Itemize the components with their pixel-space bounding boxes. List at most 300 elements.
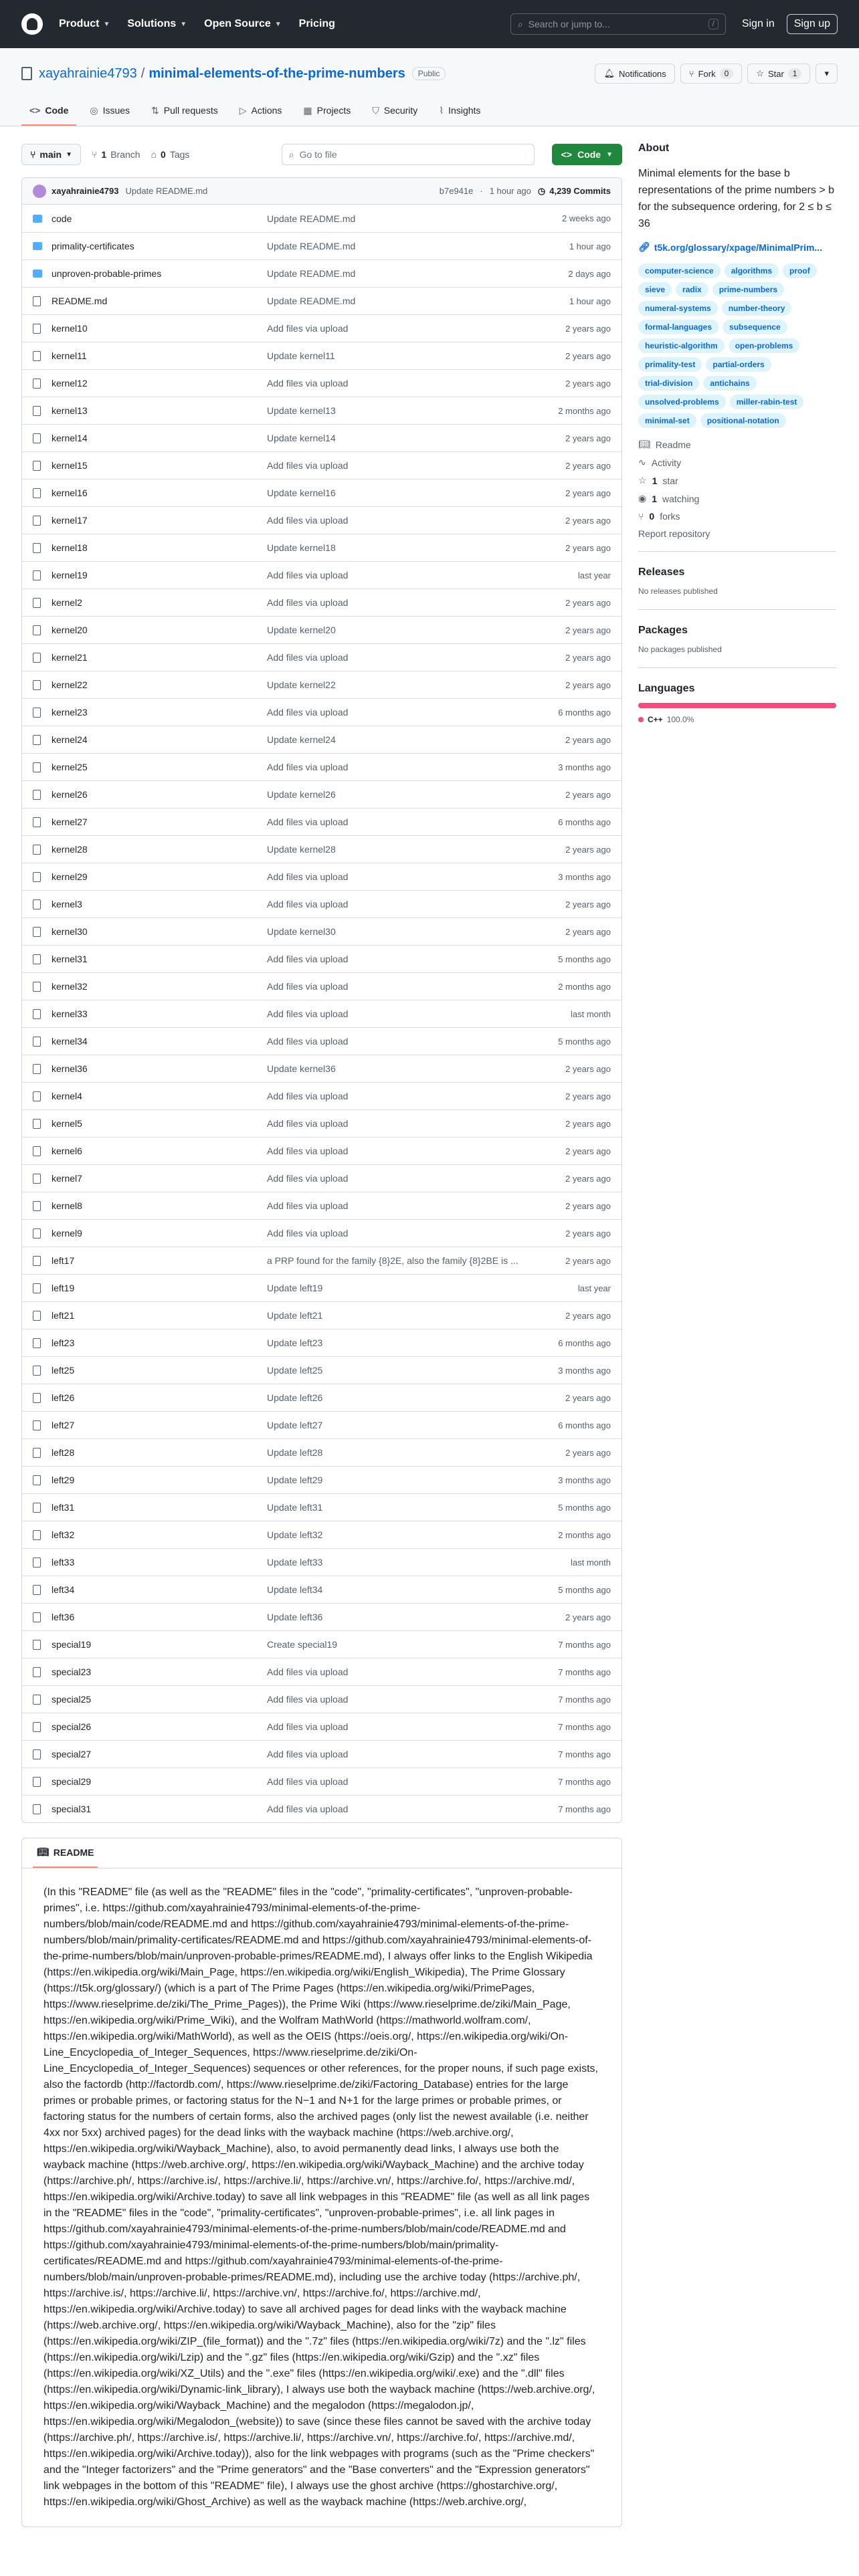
tags-count: 0 <box>161 149 166 160</box>
branches-label: Branch <box>110 149 140 160</box>
file-name-link[interactable]: left32 <box>52 1529 75 1540</box>
file-name-link[interactable]: special27 <box>52 1749 92 1759</box>
topic-list <box>638 263 836 428</box>
commit-message-link[interactable]: Add files via upload <box>267 1118 349 1129</box>
commit-message-link[interactable]: Update README.md <box>267 241 356 251</box>
commit-author-link[interactable]: xayahrainie4793 <box>52 186 119 196</box>
topic-tag[interactable]: algorithms <box>725 263 779 278</box>
topic-tag[interactable]: computer-science <box>638 263 721 278</box>
file-icon <box>33 570 41 580</box>
table-row <box>22 1576 622 1603</box>
commit-message-link[interactable]: Update kernel26 <box>267 789 336 800</box>
table-row <box>22 945 622 972</box>
topic-tag[interactable]: heuristic-algorithm <box>638 338 725 353</box>
tab-insights[interactable] <box>431 96 488 126</box>
file-name-link[interactable]: kernel9 <box>52 1228 82 1239</box>
fork-counter: 0 <box>720 68 734 79</box>
repo-owner-link[interactable]: xayahrainie4793 <box>39 66 137 81</box>
commit-message-link[interactable]: Update left36 <box>267 1612 323 1622</box>
topic-tag[interactable]: radix <box>676 282 708 297</box>
file-name-link[interactable]: kernel36 <box>52 1063 88 1074</box>
commit-message-link[interactable]: Update left27 <box>267 1420 323 1430</box>
topic-tag[interactable]: prime-numbers <box>712 282 784 297</box>
commit-time: 2 days ago <box>568 268 611 279</box>
commit-message-link[interactable]: Add files via upload <box>267 762 349 772</box>
commit-message-link[interactable]: Add files via upload <box>267 954 349 964</box>
commit-time: last year <box>577 1283 611 1293</box>
commit-message-link[interactable]: a PRP found for the family {8}2E, also the family {8}2BE is ... <box>267 1255 518 1266</box>
table-row <box>22 1767 622 1795</box>
commit-message-link[interactable]: Update kernel14 <box>267 433 336 443</box>
topic-tag[interactable]: miller-rabin-test <box>730 395 804 409</box>
topic-tag[interactable]: antichains <box>703 376 756 391</box>
commit-message-link[interactable]: Add files via upload <box>267 1036 349 1047</box>
commit-time: 2 years ago <box>565 734 611 745</box>
nav-label: Product <box>59 18 100 29</box>
commit-message-link[interactable]: Add files via upload <box>267 707 349 718</box>
file-name-link[interactable]: left26 <box>52 1392 75 1403</box>
commit-time: 1 hour ago <box>489 186 531 196</box>
file-icon <box>33 324 41 334</box>
table-row <box>22 1493 622 1521</box>
star-button[interactable] <box>747 64 810 84</box>
file-name-link[interactable]: primality-certificates <box>52 241 134 251</box>
tab-label: Pull requests <box>163 105 218 116</box>
topic-tag[interactable]: numeral-systems <box>638 301 718 316</box>
fork-button[interactable] <box>680 64 743 84</box>
tab-security[interactable] <box>364 96 425 126</box>
commit-message-link[interactable]: Add files via upload <box>267 515 349 526</box>
file-name-link[interactable]: left36 <box>52 1612 75 1622</box>
table-row <box>22 863 622 890</box>
commit-time: 2 years ago <box>565 844 611 855</box>
file-name-link[interactable]: left23 <box>52 1337 75 1348</box>
commit-message-link[interactable]: Update kernel24 <box>267 734 336 745</box>
file-icon <box>33 351 41 361</box>
star-counter: 1 <box>788 68 802 79</box>
file-name-link[interactable]: special19 <box>52 1639 92 1650</box>
table-row <box>22 890 622 918</box>
commit-time: 7 months ago <box>558 1639 611 1650</box>
tab-issues[interactable] <box>82 96 138 126</box>
file-icon <box>33 1695 41 1705</box>
topic-tag[interactable]: unsolved-problems <box>638 395 726 409</box>
table-row <box>22 534 622 561</box>
commit-time: 6 months ago <box>558 817 611 827</box>
table-row <box>22 1109 622 1137</box>
file-name-link[interactable]: left21 <box>52 1310 75 1321</box>
commit-time: 2 years ago <box>565 1146 611 1156</box>
commit-message-link[interactable]: Add files via upload <box>267 1804 349 1814</box>
forks-label: forks <box>660 511 680 522</box>
commit-message-link[interactable]: Update README.md <box>267 296 356 306</box>
commit-time: 2 weeks ago <box>562 213 611 223</box>
commit-message-link[interactable]: Update kernel20 <box>267 625 336 635</box>
file-navigation-bar <box>21 142 622 167</box>
commit-message-link[interactable]: Update left34 <box>267 1584 323 1595</box>
table-row <box>22 1466 622 1493</box>
notifications-button[interactable] <box>595 64 674 84</box>
commit-message-link[interactable]: Add files via upload <box>267 817 349 827</box>
topic-tag[interactable]: subsequence <box>723 320 787 334</box>
commit-message-link[interactable]: Add files via upload <box>267 871 349 882</box>
commit-message-link[interactable]: Add files via upload <box>267 899 349 909</box>
commit-history-link[interactable] <box>538 186 611 197</box>
activity-link[interactable] <box>638 457 836 468</box>
chevron-down-icon: ▼ <box>180 20 187 28</box>
commit-time: 7 months ago <box>558 1749 611 1759</box>
commit-message-link[interactable]: Add files via upload <box>267 981 349 992</box>
branches-link[interactable] <box>92 149 140 160</box>
table-row <box>22 753 622 780</box>
commit-message-link[interactable]: Update left32 <box>267 1529 323 1540</box>
repo-icon <box>21 67 32 80</box>
tab-actions[interactable] <box>231 96 290 126</box>
commit-message-link[interactable]: Update README.md <box>267 268 356 279</box>
file-name-link[interactable]: kernel27 <box>52 817 88 827</box>
branches-count: 1 <box>101 149 107 160</box>
file-icon <box>33 543 41 553</box>
file-name-link[interactable]: special25 <box>52 1694 92 1705</box>
path-separator: / <box>140 66 145 81</box>
notifications-label: Notifications <box>618 68 666 79</box>
commit-time: 2 years ago <box>565 1447 611 1458</box>
topic-tag[interactable]: formal-languages <box>638 320 719 334</box>
tab-projects[interactable] <box>295 96 359 126</box>
forks-link[interactable] <box>638 511 836 522</box>
file-name-link[interactable]: kernel31 <box>52 954 88 964</box>
file-name-link[interactable]: kernel32 <box>52 981 88 992</box>
tab-label: Code <box>45 105 69 116</box>
tab-pull-requests[interactable] <box>143 96 226 126</box>
file-name-link[interactable]: kernel26 <box>52 789 88 800</box>
branch-icon: ⑂ <box>30 149 36 160</box>
table-row <box>22 1740 622 1767</box>
commit-time: 2 months ago <box>558 981 611 992</box>
commit-time: last year <box>577 570 611 580</box>
file-name-link[interactable]: kernel22 <box>52 679 88 690</box>
commit-message-link[interactable]: Add files via upload <box>267 378 349 389</box>
topic-tag[interactable]: open-problems <box>729 338 800 353</box>
stars-count: 1 <box>652 475 658 486</box>
tags-link[interactable] <box>151 149 190 160</box>
commit-message-link[interactable]: Add files via upload <box>267 1721 349 1732</box>
commit-message-link[interactable]: Add files via upload <box>267 597 349 608</box>
branch-name: main <box>39 149 62 160</box>
file-list <box>21 177 622 1823</box>
repo-header <box>0 48 859 126</box>
topic-tag[interactable]: positional-notation <box>700 413 786 428</box>
file-name-link[interactable]: kernel21 <box>52 652 88 663</box>
commit-message-link[interactable]: Add files via upload <box>267 1146 349 1156</box>
nav-open-source[interactable] <box>204 18 281 30</box>
branch-icon: ⑂ <box>92 149 98 160</box>
tab-label: Security <box>383 105 418 116</box>
commit-message-link[interactable]: Update left26 <box>267 1392 323 1403</box>
commit-message-link[interactable]: Create special19 <box>267 1639 338 1650</box>
packages-heading[interactable]: Packages <box>638 625 688 636</box>
file-name-link[interactable]: special23 <box>52 1667 92 1677</box>
table-row <box>22 1603 622 1630</box>
topic-tag[interactable]: trial-division <box>638 376 699 391</box>
file-name-link[interactable]: kernel6 <box>52 1146 82 1156</box>
table-row <box>22 588 622 616</box>
commit-time: 2 months ago <box>558 1529 611 1540</box>
commit-message-link[interactable]: Add files via upload <box>267 1200 349 1211</box>
file-name-link[interactable]: kernel20 <box>52 625 88 635</box>
commit-message-link[interactable]: Update left33 <box>267 1557 323 1568</box>
nav-pricing[interactable] <box>299 18 335 30</box>
file-icon <box>33 1448 41 1458</box>
report-repository-link[interactable]: Report repository <box>638 528 710 539</box>
table-row <box>22 1329 622 1356</box>
file-icon <box>33 1064 41 1074</box>
file-name-link[interactable]: left28 <box>52 1447 75 1458</box>
commit-message-link[interactable]: Add files via upload <box>267 1776 349 1787</box>
topic-tag[interactable]: partial-orders <box>706 357 771 372</box>
star-options-button[interactable] <box>816 64 838 84</box>
file-icon <box>33 1530 41 1540</box>
file-name-link[interactable]: left17 <box>52 1255 75 1266</box>
stars-link[interactable] <box>638 475 836 486</box>
nav-solutions[interactable] <box>127 18 187 30</box>
avatar[interactable] <box>33 185 46 198</box>
file-name-link[interactable]: kernel16 <box>52 488 88 498</box>
commit-message-link[interactable]: Update kernel16 <box>267 488 336 498</box>
topic-tag[interactable]: primality-test <box>638 357 702 372</box>
table-row <box>22 1630 622 1658</box>
file-name-link[interactable]: kernel12 <box>52 378 88 389</box>
file-icon <box>33 1612 41 1622</box>
commit-message-link[interactable]: Add files via upload <box>267 1749 349 1759</box>
commit-time: 2 years ago <box>565 1118 611 1129</box>
file-name-link[interactable]: left27 <box>52 1420 75 1430</box>
tab-readme[interactable] <box>33 1838 98 1868</box>
file-name-link[interactable]: kernel2 <box>52 597 82 608</box>
go-to-file-input[interactable] <box>282 144 535 165</box>
commit-time: 7 months ago <box>558 1667 611 1677</box>
table-row <box>22 643 622 671</box>
file-icon <box>33 708 41 718</box>
eye-icon: ◉ <box>638 493 647 504</box>
commit-message-link[interactable]: Add files via upload <box>267 323 349 334</box>
commit-message-link[interactable]: Add files via upload <box>267 460 349 471</box>
language-item[interactable] <box>638 715 836 724</box>
tab-code[interactable] <box>21 96 76 126</box>
file-name-link[interactable]: README.md <box>52 296 108 306</box>
code-button[interactable] <box>552 144 622 165</box>
file-icon <box>33 1804 41 1814</box>
file-name-link[interactable]: kernel24 <box>52 734 88 745</box>
table-row <box>22 972 622 1000</box>
folder-icon <box>33 242 42 250</box>
file-icon <box>33 1174 41 1184</box>
file-icon <box>33 1420 41 1430</box>
table-row <box>22 698 622 726</box>
language-name: C++ <box>648 715 663 724</box>
sign-up-button[interactable]: Sign up <box>787 14 838 34</box>
commit-message-link[interactable]: Update README.md <box>267 213 356 224</box>
file-name-link[interactable]: special31 <box>52 1804 92 1814</box>
language-color-dot <box>638 717 644 722</box>
commit-message-link[interactable]: Update kernel28 <box>267 844 336 855</box>
tags-label: Tags <box>169 149 190 160</box>
file-name-link[interactable]: kernel10 <box>52 323 88 334</box>
file-name-link[interactable]: unproven-probable-primes <box>52 268 162 279</box>
file-name-link[interactable]: left31 <box>52 1502 75 1513</box>
commit-time: 5 months ago <box>558 954 611 964</box>
commit-message-link[interactable]: Update left29 <box>267 1475 323 1485</box>
commit-time: 2 years ago <box>565 515 611 526</box>
file-name-link[interactable]: kernel14 <box>52 433 88 443</box>
commit-message-link[interactable]: Add files via upload <box>267 1694 349 1705</box>
commit-message-link[interactable]: Add files via upload <box>267 1008 349 1019</box>
table-row <box>22 424 622 451</box>
file-name-link[interactable]: kernel30 <box>52 926 88 937</box>
commit-time: 2 years ago <box>565 789 611 800</box>
table-row <box>22 1438 622 1466</box>
commit-message-link[interactable]: Update kernel36 <box>267 1063 336 1074</box>
file-name-link[interactable]: special29 <box>52 1776 92 1787</box>
topic-tag[interactable]: number-theory <box>722 301 792 316</box>
about-heading: About <box>638 142 670 154</box>
website-link[interactable] <box>638 241 836 253</box>
file-name-link[interactable]: kernel23 <box>52 707 88 718</box>
table-row <box>22 1164 622 1192</box>
commit-message-link[interactable]: Add files via upload <box>267 1667 349 1677</box>
file-name-link[interactable]: kernel17 <box>52 515 88 526</box>
file-icon <box>33 1201 41 1211</box>
tab-label: README <box>53 1846 94 1858</box>
commit-message-link[interactable]: Add files via upload <box>267 1173 349 1184</box>
table-row <box>22 808 622 835</box>
global-search-input[interactable] <box>510 13 726 35</box>
language-bar <box>638 703 836 708</box>
table-row <box>22 1082 622 1109</box>
table-row <box>22 726 622 753</box>
commit-message-link[interactable]: Update left23 <box>267 1337 323 1348</box>
file-name-link[interactable]: kernel19 <box>52 570 88 580</box>
pulse-icon: ∿ <box>638 457 646 467</box>
link-icon: 🔗︎ <box>638 241 650 252</box>
file-name-link[interactable]: kernel13 <box>52 405 88 416</box>
readme-paragraph: (In this "README" file (as well as the "README" files in the "code", "primality-certificates", "unproven-probable-primes", i.e. https://github.com/xayahrainie4793/minimal-elements-of-the-prime-numbers/blob/main/code/README.md and https://github.com/xayahrainie4793/minimal-elements-of-the-prime-numbers/blob/main/primality-certificates/README.md and https://github.com/xayahrainie4793/minimal-elements-of-the-prime-numbers/blob/main/unproven-probable-primes/README.md), I always offer links to the English Wikipedia (https://en.wikipedia.org/wiki/Main_Page, https://en.wikipedia.org/wiki/English_Wikipedia), The Prime Glossary (https://t5k.org/glossary/) (which is a part of The Prime Pages (https://en.wikipedia.org/wiki/PrimePages, https://www.rieselprime.de/ziki/The_Prime_Pages)), the Prime Wiki (https://www.rieselprime.de/ziki/Main_Page, https://en.wikipedia.org/wiki/Prime_Wiki), and the Wolfram MathWorld (https://mathworld.wolfram.com/, https://en.wikipedia.org/wiki/MathWorld), as well as the OEIS (https://oeis.org/, https://en.wikipedia.org/wiki/On-Line_Encyclopedia_of_Integer_Sequences, https://www.rieselprime.de/ziki/On-Line_Encyclopedia_of_Integer_Sequences) sequences or other references, for the proper nouns, if such page exists, also the factordb (http://factordb.com/, https://www.rieselprime.de/ziki/Factoring_Database) entries for the large primes or probable primes, or factoring status for the N−1 and N+1 for the large primes or probable primes, or factoring status for the numbers of certain forms, also the archived pages (only list the newest available (i.e. neither 4xx nor 5xx) archived pages) for the dead links with the wayback machine (https://web.archive.org/, https://en.wikipedia.org/wiki/Wayback_Machine), also, to avoid permanently dead links, I always use both the wayback machine (https://web.archive.org/, https://en.wikipedia.org/wiki/Wayback_Machine) and the archive today (https://archive.ph/, https://archive.is/, https://archive.li/, https://archive.vn/, https://archive.fo/, https://archive.md/, https://en.wikipedia.org/wiki/Archive.today) to save all link webpages in this "README" file (as well as all link pages in the "README" files in the "code", "primality-certificates", "unproven-probable-primes", i.e. all link pages in https://github.com/xayahrainie4793/minimal-elements-of-the-prime-numbers/blob/main/code/README.md and https://github.com/xayahrainie4793/minimal-elements-of-the-prime-numbers/blob/main/primality-certificates/README.md and https://github.com/xayahrainie4793/minimal-elements-of-the-prime-numbers/blob/main/unproven-probable-primes/README.md), including use the archive today (https://archive.ph/, https://archive.is/, https://archive.li/, https://archive.vn/, https://archive.fo/, https://archive.md/, https://en.wikipedia.org/wiki/Archive.today) to save all archived pages for dead links with the wayback machine (https://web.archive.org/, https://en.wikipedia.org/wiki/Wayback_Machine), also for the "zip" files (https://en.wikipedia.org/wiki/ZIP_(file_format)) and the ".7z" files (https://en.wikipedia.org/wiki/7z) and the ".lz" files (https://en.wikipedia.org/wiki/Lzip) and the ".gz" files (https://en.wikipedia.org/wiki/Gzip) and the ".xz" files (https://en.wikipedia.org/wiki/XZ_Utils) and the ".exe" files (https://en.wikipedia.org/wiki/.exe) and the ".dll" files (https://en.wikipedia.org/wiki/Dynamic-link_library), I always use both the wayback machine (https://web.archive.org/, https://en.wikipedia.org/wiki/Wayback_Machine) and the megalodon (https://megalodon.jp/, https://en.wikipedia.org/wiki/Megalodon_(website)) to save (since these files cannot be saved with the archive today (https://archive.ph/, https://archive.is/, https://archive.li/, https://archive.vn/, https://archive.fo/, https://archive.md/, https://en.wikipedia.org/wiki/Archive.today)), also for the link webpages with programs (such as the "Prime checkers" and the "Integer factorizers" and the "Prime generators" and the "Base converters" and the "Expression generators" link webpages in the bottom of this "README" file), I always use the ghost archive (https://ghostarchive.org/, https://en.wikipedia.org/wiki/Ghost_Archive) as well as the wayback machine (https://web.archive.org/, <box>43 1887 598 2508</box>
file-icon <box>33 1283 41 1293</box>
issue-icon: ◎ <box>90 104 98 116</box>
commit-message-link[interactable]: Add files via upload <box>267 570 349 580</box>
topic-tag[interactable]: proof <box>783 263 817 278</box>
commit-message-link[interactable]: Add files via upload <box>267 652 349 663</box>
file-name-link[interactable]: kernel28 <box>52 844 88 855</box>
file-name-link[interactable]: left25 <box>52 1365 75 1376</box>
commit-message-link[interactable]: Update kernel30 <box>267 926 336 937</box>
commit-message-link[interactable]: Update kernel11 <box>267 350 335 361</box>
commit-message-link[interactable]: Update kernel22 <box>267 679 336 690</box>
file-name-link[interactable]: left33 <box>52 1557 75 1568</box>
chevron-down-icon: ▼ <box>606 150 613 158</box>
readme-link[interactable] <box>638 439 836 450</box>
file-name-link[interactable]: kernel25 <box>52 762 88 772</box>
github-logo-icon[interactable] <box>21 13 43 35</box>
commit-message-link[interactable]: Update left21 <box>267 1310 323 1321</box>
file-name-link[interactable]: left29 <box>52 1475 75 1485</box>
commit-message-link[interactable]: Add files via upload <box>267 1228 349 1239</box>
watchers-link[interactable] <box>638 493 836 504</box>
file-name-link[interactable]: kernel15 <box>52 460 88 471</box>
search-icon: ⌕ <box>517 18 523 29</box>
commit-time: 6 months ago <box>558 707 611 718</box>
file-name-link[interactable]: kernel3 <box>52 899 82 909</box>
commit-message-link[interactable]: Add files via upload <box>267 1091 349 1101</box>
table-row <box>22 616 622 643</box>
commit-message-link[interactable]: Update left28 <box>267 1447 323 1458</box>
file-rows <box>22 205 622 1822</box>
file-icon <box>33 1393 41 1403</box>
file-name-link[interactable]: special26 <box>52 1721 92 1732</box>
table-row <box>22 1384 622 1411</box>
file-icon <box>33 1256 41 1266</box>
file-icon <box>33 461 41 471</box>
repo-name-link[interactable]: minimal-elements-of-the-prime-numbers <box>149 66 405 81</box>
chevron-down-icon: ▼ <box>66 150 72 158</box>
file-name-link[interactable]: kernel29 <box>52 871 88 882</box>
file-icon <box>33 488 41 498</box>
file-name-link[interactable]: kernel7 <box>52 1173 82 1184</box>
file-name-link[interactable]: kernel5 <box>52 1118 82 1129</box>
topic-tag[interactable]: sieve <box>638 282 672 297</box>
commit-time: 2 years ago <box>565 625 611 635</box>
commit-message-link[interactable]: Update left19 <box>267 1283 323 1293</box>
table-row <box>22 1055 622 1082</box>
file-icon <box>33 1640 41 1650</box>
file-name-link[interactable]: code <box>52 213 72 224</box>
commit-message-link[interactable]: Update README.md <box>125 186 208 196</box>
table-row <box>22 451 622 479</box>
topic-tag[interactable]: minimal-set <box>638 413 696 428</box>
file-name-link[interactable]: kernel11 <box>52 350 87 361</box>
commit-message-link[interactable]: Update kernel13 <box>267 405 336 416</box>
file-name-link[interactable]: kernel18 <box>52 542 88 553</box>
nav-product[interactable] <box>59 18 110 30</box>
file-name-link[interactable]: kernel4 <box>52 1091 82 1101</box>
file-name-link[interactable]: kernel8 <box>52 1200 82 1211</box>
file-name-link[interactable]: left34 <box>52 1584 75 1595</box>
file-name-link[interactable]: kernel33 <box>52 1008 88 1019</box>
commit-hash-link[interactable]: b7e941e <box>439 186 474 196</box>
table-row <box>22 1247 622 1274</box>
watching-label: watching <box>662 493 700 504</box>
table-row <box>22 259 622 287</box>
search-icon: ⌕ <box>288 148 294 160</box>
commit-time: 2 months ago <box>558 405 611 416</box>
history-icon: ◷ <box>537 185 546 196</box>
commit-message-link[interactable]: Update left25 <box>267 1365 323 1376</box>
file-name-link[interactable]: kernel34 <box>52 1036 88 1047</box>
commit-time: 6 months ago <box>558 1337 611 1348</box>
commit-message-link[interactable]: Update kernel18 <box>267 542 336 553</box>
commit-time: 3 months ago <box>558 1365 611 1376</box>
graph-icon: ⌇ <box>439 104 444 116</box>
visibility-badge: Public <box>412 67 446 80</box>
branch-selector[interactable] <box>21 144 81 165</box>
releases-section <box>638 551 836 609</box>
releases-heading[interactable]: Releases <box>638 566 685 578</box>
commit-time: 2 years ago <box>565 460 611 471</box>
star-label: Star <box>767 68 784 79</box>
commit-message-link[interactable]: Update left31 <box>267 1502 323 1513</box>
file-name-link[interactable]: left19 <box>52 1283 75 1293</box>
sign-in-link[interactable]: Sign in <box>741 18 775 29</box>
